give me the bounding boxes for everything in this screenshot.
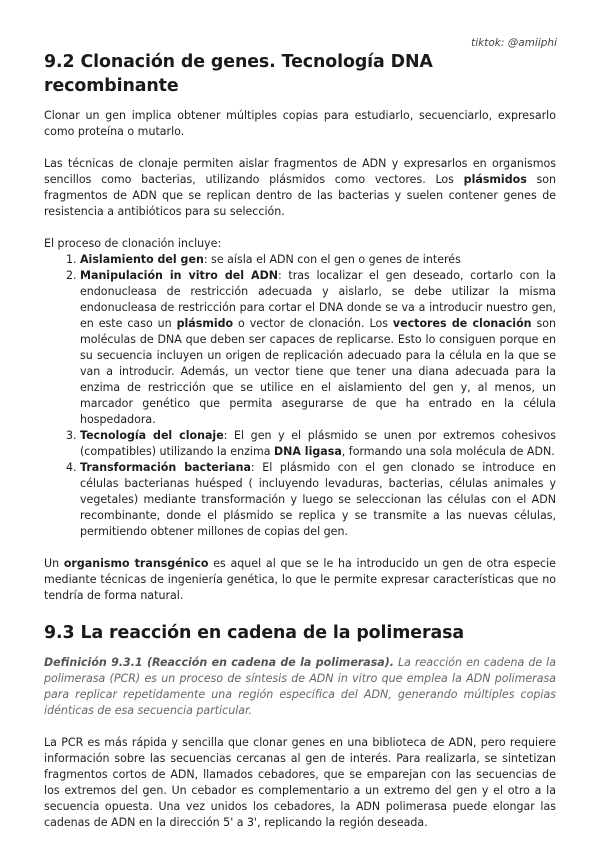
paragraph-transgenic	[44, 556, 556, 604]
list-item	[80, 252, 556, 268]
section-title-pcr: 9.3 La reacción en cadena de la polimerasa	[44, 623, 464, 643]
step-text: : se aísla el ADN con el gen o genes de interés	[203, 253, 461, 266]
bold-term-transgenic: organismo transgénico	[63, 557, 209, 570]
bold-term-ligase: DNA ligasa	[274, 445, 342, 458]
page-content	[44, 50, 556, 831]
text-segment: Un	[44, 557, 64, 570]
paragraph-cloning-techniques	[44, 156, 556, 220]
definition-pcr	[44, 655, 556, 719]
step-text: : El gen y el plásmido se unen por extremos cohesivos (compatibles) utilizando la enzima	[80, 429, 556, 458]
list-item	[80, 428, 556, 460]
step-text: o vector de clonación. Los	[233, 317, 393, 330]
bold-term-plasmid: plásmido	[176, 317, 234, 330]
process-intro: El proceso de clonación incluye:	[44, 237, 222, 250]
definition-label: Definición 9.3.1 (Reacción en cadena de la polimerasa).	[44, 656, 394, 669]
section-title-cloning: 9.2 Clonación de genes. Tecnología DNA recombinante	[44, 52, 433, 96]
bold-term-plasmids: plásmidos	[463, 173, 527, 186]
text-segment: son fragmentos de ADN que se replican dentro de las bacterias y suelen contener genes de resistencia a antibióticos para su selección.	[44, 173, 557, 218]
text-segment: es aquel al que se le ha introducido un gen de otra especie mediante técnicas de ingeniería genética, lo que le permite expresar características que no tendría de forma natural.	[44, 557, 556, 602]
text-segment: Las técnicas de clonaje permiten aislar fragmentos de ADN y expresarlos en organismos sencillos como bacterias, utilizando plásmidos como vectores. Los	[44, 157, 556, 186]
author-credit: tiktok: @amiiphi	[471, 37, 557, 49]
bold-term-vectors: vectores de clonación	[392, 317, 532, 330]
step-term: Tecnología del clonaje	[80, 429, 224, 442]
definition-text: La reacción en cadena de la polimerasa (PCR) es un proceso de síntesis de ADN in vitro que emplea la ADN polimerasa para replicar repetidamente una región específica del ADN, generando múltiples copias idénticas de esa secuencia particular.	[44, 656, 556, 717]
list-item	[80, 460, 556, 540]
cloning-steps-list	[44, 252, 556, 540]
step-term: Aislamiento del gen	[80, 253, 204, 266]
step-text: , formando una sola molécula de ADN.	[341, 445, 555, 458]
step-text: : El plásmido con el gen clonado se introduce en células bacterianas huésped ( incluyendo levaduras, bacterias, células animales y vegetales) mediante transformación y luego se seleccionan las células con el ADN recombinante, donde el plásmido se replica y se transmite a las nuevas células, permitiendo obtener millones de copias del gen.	[80, 461, 556, 538]
step-text: son moléculas de DNA que deben ser capaces de replicarse. Esto lo consiguen porque en su secuencia incluyen un origen de replicación adecuado para la célula en la que se van a introducir. Además, un vector tiene que tener una diana adecuada para la enzima de restricción que se utilice en el aislamiento del gen y, al menos, un marcador genético que permita asegurarse de que ha entrado en la célula hospedadora.	[80, 317, 556, 426]
paragraph-pcr: La PCR es más rápida y sencilla que clonar genes en una biblioteca de ADN, pero requiere información sobre las secuencias cercanas al gen de interés. Para realizarla, se sintetizan fragmentos cortos de ADN, llamados cebadores, que se emparejan con las secuencias de los extremos del gen. Un cebador es complementario a un extremo del gen y el otro a la secuencia opuesta. Una vez unidos los cebadores, la ADN polimerasa puede elongar las cadenas de ADN en la dirección 5' a 3', replicando la región deseada.	[44, 736, 556, 829]
list-item	[80, 268, 556, 428]
paragraph-cloning-intro: Clonar un gen implica obtener múltiples copias para estudiarlo, secuenciarlo, expresarlo como proteína o mutarlo.	[44, 109, 556, 138]
step-text: : tras localizar el gen deseado, cortarlo con la endonucleasa de restricción adecuada y aislarlo, se debe utilizar la misma endonucleasa de restricción para cortar el DNA donde se va a introducir nuestro gen, en este caso un	[80, 269, 556, 330]
step-term: Manipulación in vitro del ADN	[80, 269, 279, 282]
step-term: Transformación bacteriana	[80, 461, 251, 474]
